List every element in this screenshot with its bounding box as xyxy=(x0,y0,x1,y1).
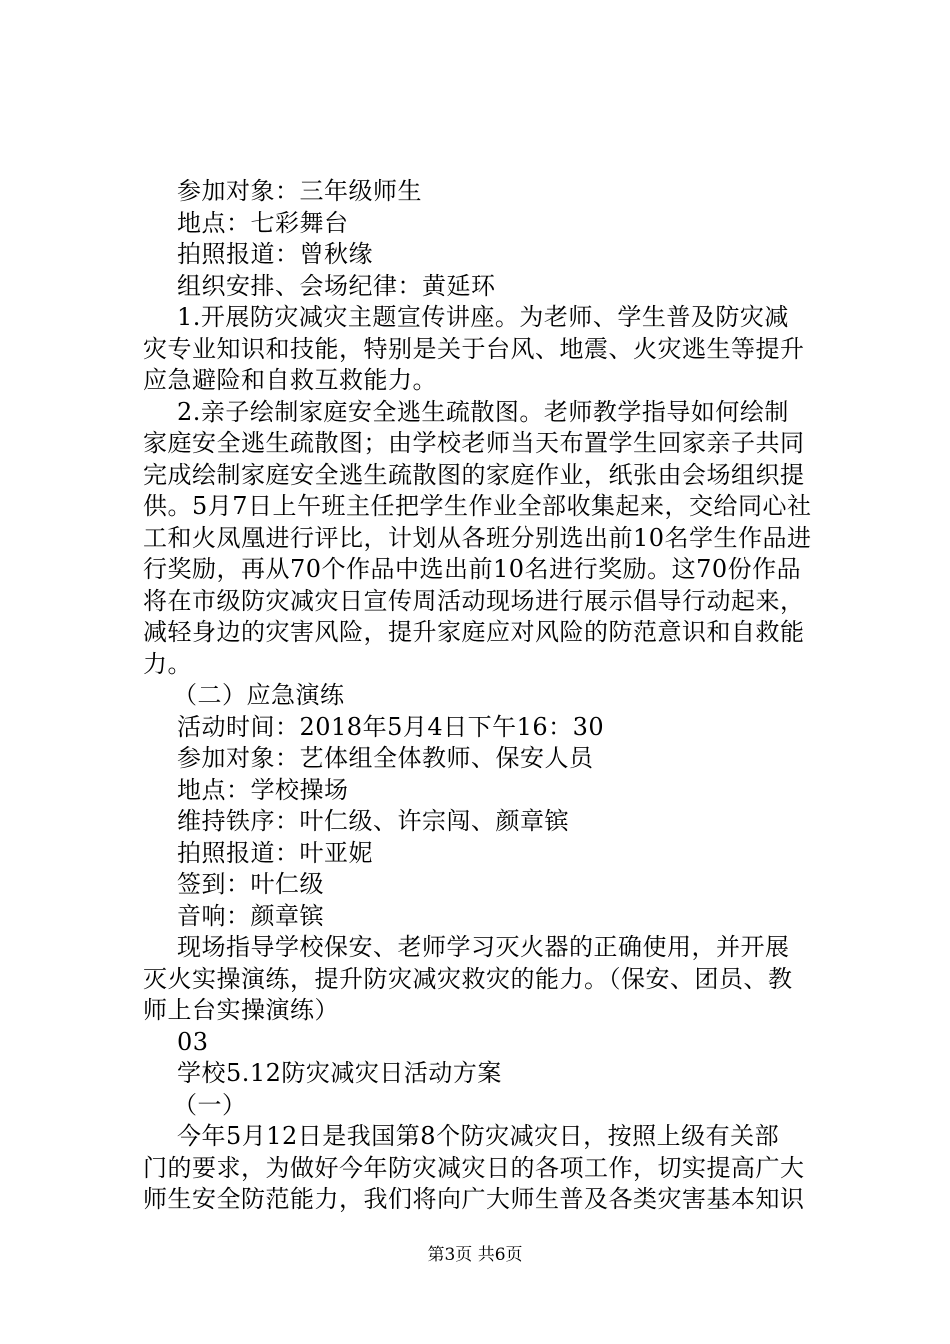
paragraph-line: 1.开展防灾减灾主题宣传讲座。为老师、学生普及防灾减 xyxy=(177,303,789,331)
participants-line: 参加对象：三年级师生 xyxy=(177,177,422,205)
paragraph-line: 完成绘制家庭安全逃生疏散图的家庭作业，纸张由会场组织提 xyxy=(143,460,805,489)
photo-report-line: 拍照报道：曾秋缘 xyxy=(177,240,373,268)
section-heading: （二）应急演练 xyxy=(173,681,345,709)
paragraph-line: 现场指导学校保安、老师学习灭火器的正确使用，并开展 xyxy=(177,933,790,961)
subsection-heading: （一） xyxy=(173,1090,247,1119)
paragraph-line: 灭火实操演练，提升防灾减灾救灾的能力。（保安、团员、教 xyxy=(143,964,793,993)
section-number: 03 xyxy=(177,1027,209,1056)
order-keeping-line: 维持铁序：叶仁级、许宗闯、颜章镔 xyxy=(177,807,569,835)
participants-line: 参加对象：艺体组全体教师、保安人员 xyxy=(177,744,594,772)
organization-line: 组织安排、会场纪律：黄延环 xyxy=(177,271,496,300)
paragraph-line: 供。5月7日上午班主任把学生作业全部收集起来，交给同心社 xyxy=(143,492,812,520)
photo-report-line: 拍照报道：叶亚妮 xyxy=(177,838,373,867)
section-title: 学校5.12防灾减灾日活动方案 xyxy=(177,1059,502,1087)
paragraph-line: 将在市级防灾减灾日宣传周活动现场进行展示倡导行动起来， xyxy=(143,586,805,615)
paragraph-line: 力。 xyxy=(143,649,192,678)
location-line: 地点：学校操场 xyxy=(177,775,349,804)
location-line: 地点：七彩舞台 xyxy=(177,208,349,237)
paragraph-line: 应急避险和自救互救能力。 xyxy=(143,366,437,394)
audio-line: 音响：颜章镔 xyxy=(177,901,324,930)
paragraph-line: 师生安全防范能力，我们将向广大师生普及各类灾害基本知识 xyxy=(143,1185,805,1213)
page-footer: 第3页 共6页 xyxy=(427,1245,523,1265)
sign-in-line: 签到：叶仁级 xyxy=(177,870,324,898)
paragraph-line: 门的要求，为做好今年防灾减灾日的各项工作，切实提高广大 xyxy=(143,1153,805,1182)
paragraph-line: 2.亲子绘制家庭安全逃生疏散图。老师教学指导如何绘制 xyxy=(177,397,789,426)
paragraph-line: 家庭安全逃生疏散图；由学校老师当天布置学生回家亲子共同 xyxy=(143,429,805,457)
document-body xyxy=(143,176,833,1216)
paragraph-line: 师上台实操演练） xyxy=(143,996,339,1024)
activity-time-line: 活动时间：2018年5月4日下午16：30 xyxy=(177,712,605,741)
paragraph-line: 今年5月12日是我国第8个防灾减灾日，按照上级有关部 xyxy=(177,1122,780,1150)
paragraph-line: 行奖励，再从70个作品中选出前10名进行奖励。这70份作品 xyxy=(143,555,802,583)
paragraph-line: 减轻身边的灾害风险，提升家庭应对风险的防范意识和自救能 xyxy=(143,618,805,646)
paragraph-line: 灾专业知识和技能，特别是关于台风、地震、火灾逃生等提升 xyxy=(143,334,805,363)
paragraph-line: 工和火凤凰进行评比，计划从各班分别选出前10名学生作品进 xyxy=(143,523,812,552)
